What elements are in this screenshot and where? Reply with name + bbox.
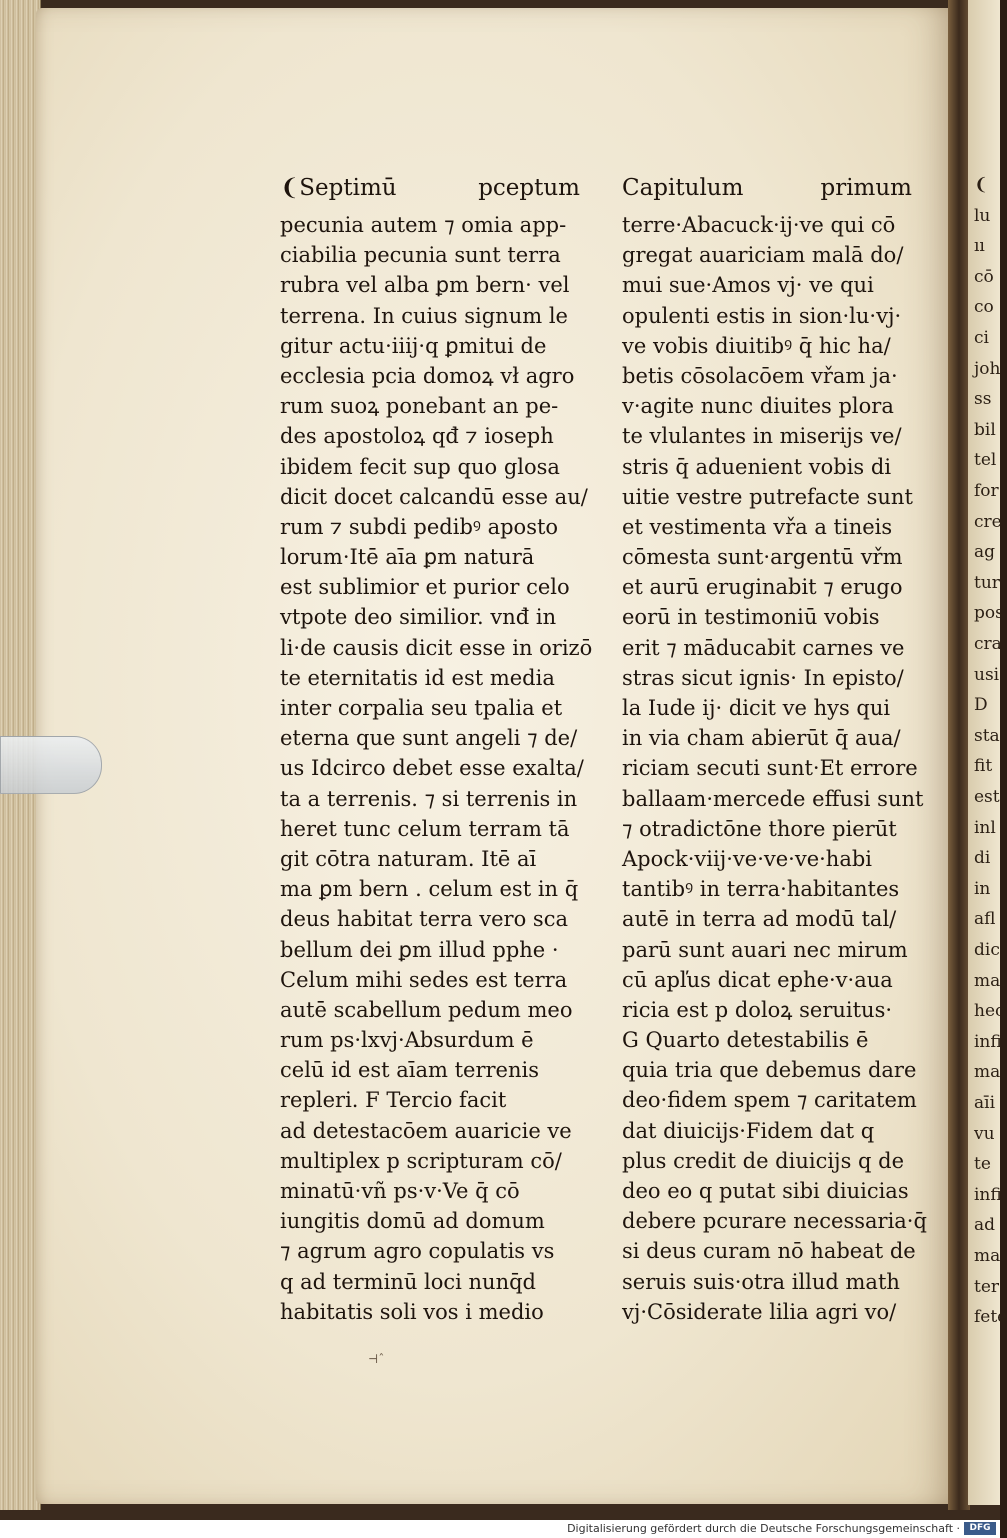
left-text-line: repleri. F Tercio facit (280, 1088, 507, 1113)
right-text-line: la Iude ij· dicit ve hys qui (622, 696, 891, 720)
facing-page-fragment: inl (974, 817, 996, 838)
left-text-line: iungitis domū ad domum (280, 1209, 545, 1234)
facing-page-fragment: joh (974, 358, 1001, 379)
left-text-line: rubra vel alba ꝑm bern· vel (280, 273, 570, 298)
right-text-line: stras sicut ignis· In episto/ (622, 665, 904, 690)
facing-page-fragment: vu (974, 1123, 995, 1144)
left-text-line: ciabilia pecunia sunt terra (280, 243, 561, 268)
right-text-line: debere pcurare necessaria·q̄ (622, 1209, 927, 1234)
left-text-line: inter corpalia seu tpalia et (280, 696, 563, 720)
facing-page-fragment: tur (974, 572, 1000, 593)
facing-page-fragment: aīi (974, 1093, 996, 1113)
book-gutter (948, 0, 970, 1510)
left-text-line: celū id est aīam terrenis (280, 1058, 539, 1083)
facing-page-fragment: tel (974, 450, 997, 471)
facing-page-fragment: est (974, 787, 1000, 807)
right-text-line: in via cham abierūt q̄ aua/ (622, 726, 901, 751)
facing-page-fragment: ad (974, 1215, 996, 1236)
right-text-line: seruis suis·otra illud math (622, 1269, 900, 1294)
right-text-line: autē in terra ad modū tal/ (622, 907, 897, 932)
right-text-line: tantibꝰ in terra·habitantes (622, 877, 900, 902)
right-text-line: deo eo q putat sibi diuicias (622, 1179, 909, 1203)
left-text-line: bellum dei ꝑm illud pphe · (280, 937, 559, 962)
facing-page-fragment: mal (974, 970, 1006, 991)
right-head-left: Capitulum (622, 175, 744, 201)
facing-page-fragment: ❨ (974, 175, 989, 195)
right-text-column (622, 170, 927, 1327)
right-text-line: cōmesta sunt·argentū vřm (622, 545, 903, 570)
left-text-line: minatū·vñ ps·v·Ve q̄ cō (280, 1179, 520, 1203)
facing-page-fragment: cra (974, 634, 1002, 654)
facing-page-fragment: for (974, 481, 999, 501)
facing-page-fragment: afl (974, 909, 996, 930)
right-text-line: v·agite nunc diuites plora (622, 394, 894, 419)
facing-page-fragment: ss (974, 389, 992, 410)
left-text-line: ecclesia pcia domoꝝ vł agro (280, 363, 575, 388)
page-clip (0, 736, 102, 794)
facing-page-fragment: D (974, 695, 988, 716)
left-text-line: dicit docet calcandū esse au/ (280, 484, 588, 509)
left-text-line: terrena. In cuius signum le (280, 303, 568, 328)
right-text-line: et vestimenta vřa a tineis (622, 514, 893, 539)
facing-page-fragment: usi (974, 664, 1000, 685)
facing-page-fragment: in (974, 878, 991, 899)
right-text-line: uitie vestre putrefacte sunt (622, 484, 913, 509)
left-text-line: ta a terrenis. ⁊ si terrenis in (280, 786, 578, 811)
left-head-left: ❨Septimū (280, 175, 397, 201)
left-text-line: li·de causis dicit esse in orizō (280, 635, 593, 660)
left-running-head (280, 170, 580, 206)
right-text-line: eorū in testimoniū vobis (622, 605, 880, 630)
left-text-line: habitatis soli vos i medio (280, 1299, 544, 1324)
left-text-line: vtpote deo similior. vnđ in (280, 605, 557, 630)
facing-page-fragment: cre (974, 511, 1002, 532)
facing-page-fragment: ag (974, 542, 996, 563)
facing-page-fragment: ma (974, 1246, 1001, 1266)
right-text-line: gregat auariciam malā do/ (622, 243, 904, 268)
facing-page-fragment: co (974, 297, 994, 318)
facing-page-fragment: bil (974, 419, 996, 440)
left-text-column (280, 170, 593, 1327)
right-text-lines (622, 210, 927, 1327)
left-text-line: gitur actu·iiij·q ꝑmitui de (280, 333, 547, 358)
right-text-line: mui sue·Amos vj· ve qui (622, 273, 874, 298)
facing-page-fragment: lu (974, 205, 991, 226)
right-text-line: betis cōsolacōem vřam ja· (622, 363, 898, 388)
right-text-line: stris q̄ aduenient vobis di (622, 454, 892, 479)
dfg-logo: DFG (964, 1522, 996, 1535)
right-text-line: riciam secuti sunt·Et errore (622, 756, 918, 781)
right-text-line: terre·Abacuck·ij·ve qui cō (622, 213, 896, 237)
right-text-line: vj·Cōsiderate lilia agri vo/ (622, 1299, 897, 1324)
left-text-line: q ad terminū loci nunq̄d (280, 1269, 536, 1294)
left-text-line: deus habitat terra vero sca (280, 907, 568, 932)
left-text-line: lorum·Itē aīa ꝑm naturā (280, 545, 535, 570)
right-text-line: te vlulantes in miserijs ve/ (622, 424, 902, 449)
facing-page-fragment: ci (974, 328, 989, 348)
facing-page-fragment: pos (974, 603, 1004, 624)
facing-page-fragment: cō (974, 266, 994, 287)
right-text-line: G Quarto detestabilis ē (622, 1028, 869, 1053)
signature-mark: ⊣ˆ (368, 1352, 385, 1366)
facing-page-fragment: hec (974, 1001, 1005, 1022)
left-text-line: multiplex p scripturam cō/ (280, 1148, 562, 1173)
right-text-line: Apock·viij·ve·ve·ve·habi (622, 846, 873, 871)
left-text-line: heret tunc celum terram tā (280, 816, 570, 841)
facing-page-fragment: infi (974, 1184, 1002, 1205)
left-text-line: git cōtra naturam. Itē aī (280, 846, 537, 871)
facing-page-fragment: ter (974, 1276, 1000, 1297)
left-text-line: Celum mihi sedes est terra (280, 967, 568, 992)
left-text-line: te eternitatis id est media (280, 665, 555, 690)
left-text-line: rum suoꝝ ponebant an pe‑ (280, 394, 559, 419)
right-text-line: cū apľus dicat ephe·v·aua (622, 967, 893, 992)
left-text-line: pecunia autem ⁊ omia app‑ (280, 213, 567, 237)
right-text-line: parū sunt auari nec mirum (622, 937, 908, 962)
facing-page-fragment: ıı (974, 236, 985, 257)
left-text-line: est sublimior et purior celo (280, 575, 570, 600)
right-text-line: ⁊ otradictōne thore pierūt (622, 816, 897, 841)
right-text-line: ricia est p doloꝝ seruitus· (622, 997, 893, 1022)
right-text-line: si deus curam nō habeat de (622, 1239, 916, 1264)
left-text-line: ad detestacōem auaricie ve (280, 1118, 572, 1143)
left-text-line: us Idcirco debet esse exalta/ (280, 756, 584, 781)
facing-page-fragment: te (974, 1154, 991, 1175)
right-text-line: plus credit de diuicijs q de (622, 1148, 905, 1173)
right-text-line: ballaam·mercede effusi sunt (622, 786, 924, 811)
right-text-line: deo·fidem spem ⁊ caritatem (622, 1088, 917, 1113)
facing-page-fragment: dic (974, 940, 1000, 960)
facing-page-fragment: di (974, 848, 991, 869)
right-text-line: erit ⁊ māducabit carnes ve (622, 635, 905, 660)
right-text-line: opulenti estis in sion·lu·vj· (622, 303, 902, 328)
right-text-line: ve vobis diuitibꝰ q̄ hic ha/ (622, 333, 891, 358)
right-running-head (622, 170, 912, 206)
left-text-line: eterna que sunt angeli ⁊ de/ (280, 726, 578, 751)
left-head-right: pceptum (478, 175, 580, 201)
facing-page-edge (968, 0, 1007, 1505)
facing-page-fragment: fit (974, 756, 993, 777)
left-text-lines (280, 210, 593, 1327)
right-text-line: quia tria que debemus dare (622, 1058, 917, 1083)
left-text-line: ⁊ agrum agro copulatis vs (280, 1239, 555, 1264)
left-text-line: rum ⁊ subdi pedibꝰ aposto (280, 514, 559, 539)
facing-page-fragment: mal (974, 1062, 1006, 1083)
left-text-line: autē scabellum pedum meo (280, 997, 573, 1022)
right-text-line: et aurū eruginabit ⁊ erugo (622, 575, 903, 600)
right-head-right: primum (820, 175, 912, 201)
digitization-credit: Digitalisierung gefördert durch die Deutsche Forschungsgemeinschaft · (567, 1522, 960, 1535)
facing-page-fragment: sta (974, 725, 1000, 746)
left-text-line: des apostoloꝝ qđ ⁊ ioseph (280, 424, 554, 449)
facing-page-fragment: fete (974, 1307, 1007, 1328)
right-text-line: dat diuicijs·Fidem dat q (622, 1118, 875, 1143)
facing-page-fragment: infi (974, 1031, 1002, 1052)
left-text-line: ibidem fecit sup quo glosa (280, 454, 560, 479)
left-text-line: ma ꝑm bern . celum est in q̄ (280, 877, 579, 902)
left-text-line: rum ps·lxvj·Absurdum ē (280, 1028, 534, 1053)
